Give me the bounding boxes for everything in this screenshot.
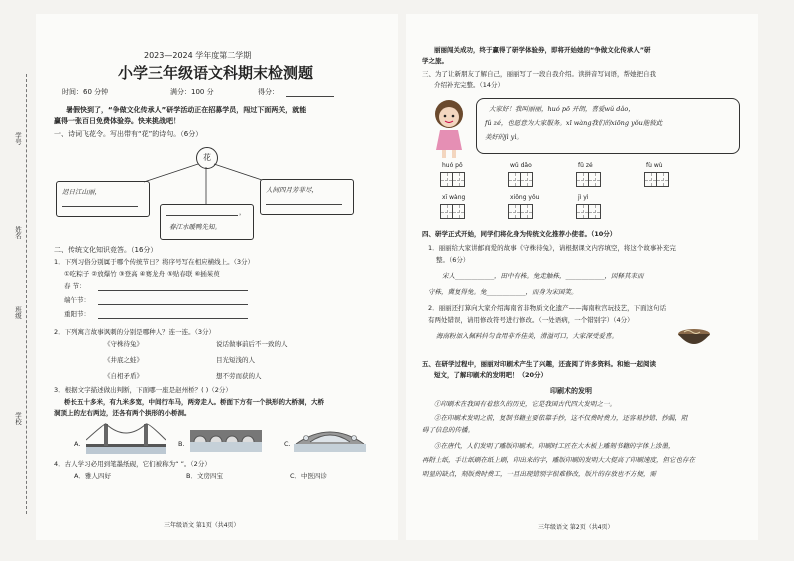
section-four-heading: 四、研学正式开始，同学们将化身为传统文化推荐小使者。（10分） bbox=[422, 230, 617, 238]
noodle-bowl-icon bbox=[676, 326, 712, 348]
page-two bbox=[406, 14, 758, 540]
q4-1-cloze-1[interactable]: 宋人____________，田中有株。兔走触株，____________，因释其耒而 bbox=[442, 272, 644, 280]
writing-grid-1[interactable] bbox=[440, 172, 464, 187]
section-three-heading-1: 三、为了让新朋友了解自己，丽丽写了一段自我介绍。读拼音写词语，帮她把自我 bbox=[422, 70, 656, 78]
article-para-3: ③在唐代，人们发明了雕版印刷术。印刷时工匠在大木板上雕刻书籍的字体上涂墨， bbox=[434, 442, 675, 450]
pinyin-jiyi: jì yì bbox=[578, 194, 589, 201]
question-1: 1．下列习俗分别属于哪个传统节日？将序号写在相应横线上。（3分） bbox=[54, 258, 255, 266]
double-ninth-blank[interactable] bbox=[98, 318, 248, 319]
page-two-footer: 三年级语文 第2页（共4页） bbox=[538, 524, 614, 531]
flower-circle: 花 bbox=[196, 147, 218, 169]
section-five-heading-2: 短文，了解印刷术的发明吧！（20分） bbox=[434, 371, 548, 379]
option-b-label[interactable]: B. bbox=[178, 440, 185, 448]
q4-option-c[interactable]: C．中医四诊 bbox=[290, 472, 328, 480]
q4-1-cloze-2[interactable]: 守株，冀复得兔。兔____________，而身为宋国笑。 bbox=[428, 288, 578, 296]
transition-line-1: 丽丽闯关成功，终于赢得了研学体验券，即将开始她的“争做文化传承人”研 bbox=[434, 46, 651, 54]
binding-line bbox=[26, 74, 27, 514]
intro-line-2: 赢得一张百日免费体验券。快来挑战吧！ bbox=[54, 117, 180, 125]
question-1-options: ①吃粽子 ②放爆竹 ③登高 ④赛龙舟 ⑤贴春联 ⑥插茱萸 bbox=[64, 270, 220, 278]
section-one-heading: 一、诗词飞花令。写出带有“花”的诗句。（6分） bbox=[54, 130, 203, 138]
proverb-1[interactable]: 《守株待兔》 bbox=[104, 340, 143, 348]
question-3-desc-2: 洞顶上的左右两边，还各有两个拱形的小桥洞。 bbox=[54, 409, 191, 417]
girl-avatar bbox=[430, 98, 468, 160]
bubble-line-2: fǔ zé，也愿意为大家服务。xī wàng我们的xiōng yǒu能彼此 bbox=[485, 119, 663, 127]
score-label: 得分： bbox=[258, 88, 279, 96]
article-para-1: ①印刷术在我国有着悠久的历史，它是我国古代四大发明之一。 bbox=[434, 400, 616, 408]
school-year: 2023—2024 学年度第二学期 bbox=[144, 51, 252, 60]
poem-3-text: 春江水暖鸭先知。 bbox=[169, 223, 221, 231]
poem-box-1 bbox=[56, 181, 150, 217]
q4-1-line-2: 整。（6分） bbox=[436, 256, 470, 264]
bubble-line-3: 美好的jì yì。 bbox=[485, 133, 523, 141]
multi-arch-bridge-icon[interactable] bbox=[190, 424, 262, 452]
pinyin-wudao: wǔ dǎo bbox=[510, 162, 532, 169]
intro-line-1: 暑假快到了，“争做文化传承人”研学活动正在招募学员，闯过下面两关，就能 bbox=[66, 106, 307, 114]
poem-1-text: 迟日江山丽， bbox=[62, 188, 101, 196]
q4-2-line-1: 2．丽丽还打算向大家介绍海南省非物质文化遗产——海南粒宫玩技艺，下面这句话 bbox=[428, 304, 667, 312]
side-student-id: 学号 bbox=[14, 132, 22, 145]
proverb-3[interactable]: 《自相矛盾》 bbox=[104, 372, 143, 380]
meaning-2[interactable]: 目光短浅的人 bbox=[216, 356, 255, 364]
writing-grid-3[interactable] bbox=[576, 172, 600, 187]
dragon-boat-blank[interactable] bbox=[98, 304, 248, 305]
poem-box-2 bbox=[260, 179, 354, 215]
festival-spring: 春 节： bbox=[64, 282, 86, 290]
article-para-2: ②在印刷术发明之前，复制书籍主要依靠手抄，这不仅费时费力，还容易抄错、抄漏，阻 bbox=[434, 414, 688, 422]
q4-2-sentence[interactable]: 海南粉加入佩料抖匀食用非乔佳美，滑溢可口，大家深受爱喜。 bbox=[436, 332, 618, 340]
side-school: 学校 bbox=[14, 412, 22, 425]
poem-3-blank[interactable] bbox=[166, 215, 238, 216]
section-five-heading-1: 五、在研学过程中，丽丽对印刷术产生了兴趣，还查阅了许多资料。和她一起阅读 bbox=[422, 360, 656, 368]
writing-grid-5[interactable] bbox=[440, 204, 464, 219]
exam-full-score: 满分：100 分 bbox=[170, 88, 214, 96]
poem-box-3 bbox=[160, 204, 254, 240]
question-3-desc-1: 桥长五十多米，有九米多宽，中间行车马，两旁走人。桥面下方有一个拱形的大桥洞，大桥 bbox=[64, 398, 324, 406]
writing-grid-7[interactable] bbox=[576, 204, 600, 219]
exam-title: 小学三年级语文科期末检测题 bbox=[118, 64, 314, 82]
transition-line-2: 学之旅。 bbox=[422, 57, 448, 65]
question-2: 2．下列寓言故事讽刺的分别是哪种人？连一连。（3分） bbox=[54, 328, 216, 336]
self-intro-bubble bbox=[476, 98, 740, 154]
writing-grid-6[interactable] bbox=[508, 204, 532, 219]
q4-option-a[interactable]: A．雅人四好 bbox=[74, 472, 111, 480]
poem-3-comma: ， bbox=[239, 208, 246, 216]
page-one-footer: 三年级语文 第1页（共4页） bbox=[164, 522, 240, 529]
exam-time: 时间：60 分钟 bbox=[62, 88, 109, 96]
zhaozhou-bridge-icon[interactable] bbox=[294, 422, 366, 452]
article-title: 印刷术的发明 bbox=[550, 387, 592, 395]
meaning-3[interactable]: 想不劳而获的人 bbox=[216, 372, 262, 380]
writing-grid-2[interactable] bbox=[508, 172, 532, 187]
q4-1-line-1: 1．丽丽给大家讲邮商爱的故事《守株待兔》，请根据课文内容填空，将这个故事补充完 bbox=[428, 244, 676, 252]
article-para-3-cont-1: 再附上纸，手让纸刷在纸上刷，印出来的字，雕版印刷的发明大大提高了印刷速度，但它也存在 bbox=[422, 456, 695, 464]
article-para-2-cont: 碍了信息的传播。 bbox=[422, 426, 474, 434]
pinyin-xiwang: xī wàng bbox=[442, 194, 466, 201]
side-class: 班级 bbox=[14, 306, 22, 319]
q4-2-line-2: 有两处错误，请用修改符号进行修改。（一处语病，一个错别字）（4分） bbox=[428, 316, 634, 324]
pinyin-huopo: huó pō bbox=[442, 162, 463, 169]
spring-blank[interactable] bbox=[98, 290, 248, 291]
festival-dragon-boat: 端午节： bbox=[64, 296, 90, 304]
option-a-label[interactable]: A. bbox=[74, 440, 81, 448]
suspension-bridge-icon[interactable] bbox=[86, 420, 166, 454]
bubble-line-1: 大家好！我叫丽丽，huó pō 开朗，喜爱wǔ dǎo， bbox=[489, 105, 635, 113]
section-three-heading-2: 介绍补充完整。（14分） bbox=[434, 81, 505, 89]
pinyin-fuwu: fù wù bbox=[646, 162, 663, 169]
poem-2-text: 人间四月芳菲尽， bbox=[266, 186, 318, 194]
poem-2-blank[interactable] bbox=[266, 204, 342, 205]
festival-double-ninth: 重阳节： bbox=[64, 310, 90, 318]
pinyin-fuze: fǔ zé bbox=[578, 162, 593, 169]
question-3: 3．根据文字描述做出判断，下面哪一座是赵州桥？( )（2分） bbox=[54, 386, 232, 394]
side-name: 姓名 bbox=[14, 226, 22, 239]
pinyin-xiongyou: xiōng yǒu bbox=[510, 194, 540, 201]
section-two-heading: 二、传统文化知识竞答。（16分） bbox=[54, 246, 158, 254]
q4-option-b[interactable]: B．文房四宝 bbox=[186, 472, 223, 480]
option-c-label[interactable]: C. bbox=[284, 440, 291, 448]
writing-grid-4[interactable] bbox=[644, 172, 668, 187]
meaning-1[interactable]: 说话做事前后不一致的人 bbox=[216, 340, 288, 348]
page-one bbox=[14, 14, 398, 540]
article-para-3-cont-2: 明显的缺点，刻版费时费工，一旦出现错别字很难修改，版片的存放也不方便，需 bbox=[422, 470, 656, 478]
question-4: 4．古人学习必用到笔墨纸砚，它们被称为“ ”。（2分） bbox=[54, 460, 211, 468]
proverb-2[interactable]: 《井底之蛙》 bbox=[104, 356, 143, 364]
poem-1-blank[interactable] bbox=[62, 206, 138, 207]
